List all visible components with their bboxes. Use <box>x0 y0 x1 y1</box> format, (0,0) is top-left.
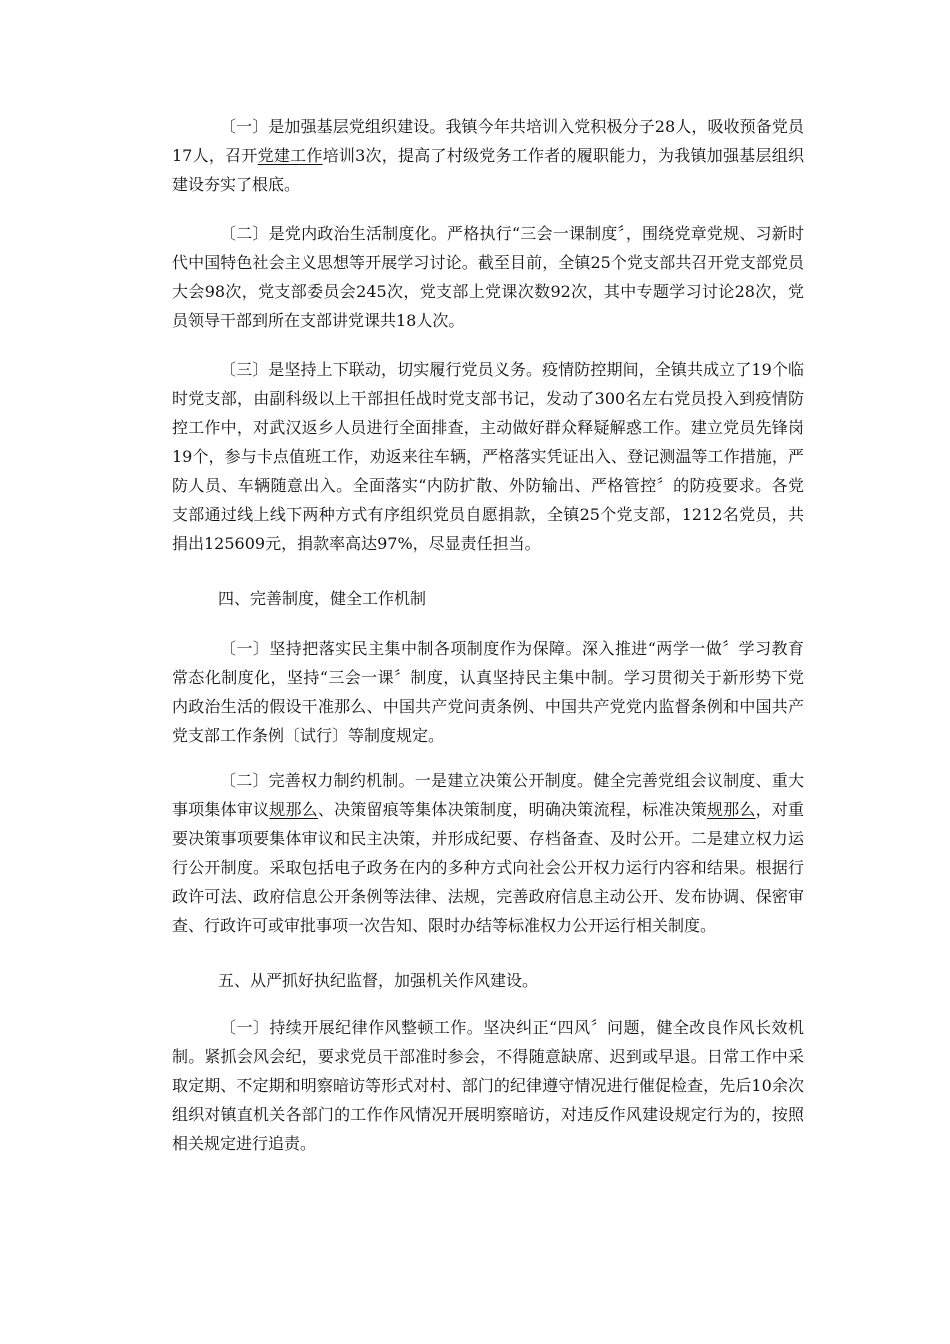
paragraph-5-text-a: 〔二〕完善权力制约机制。一是建立决策公开制度。健全完善党组会议制度、重大事项集体审议 <box>172 771 804 819</box>
paragraph-2: 〔二〕是党内政治生活制度化。严格执行“三会一课制度〞，围绕党章党规、习新时代中国特色社会主义思想等开展学习讨论。截至目前，全镇25个党支部共召开党支部党员大会98次，党支部委员会245次，党支部上党课次数92次，其中专题学习讨论28次，党员领导干部到所在支部讲党课共18人次。 <box>172 224 804 330</box>
section-heading-4: 四、完善制度，健全工作机制 <box>218 589 427 608</box>
paragraph-5-text-b: 、决策留痕等集体决策制度，明确决策流程，标准决策 <box>317 800 707 819</box>
underlined-term-party-building: 党建工作 <box>257 146 323 165</box>
section-heading-5: 五、从严抓好执纪监督，加强机关作风建设。 <box>218 971 539 990</box>
underlined-term-rules-2: 规那么 <box>706 800 756 819</box>
paragraph-3: 〔三〕是坚持上下联动，切实履行党员义务。疫情防控期间，全镇共成立了19个临时党支部，由副科级以上干部担任战时党支部书记，发动了300名左右党员投入到疫情防控工作中，对武汉返乡人员进行全面排查，主动做好群众释疑解惑工作。建立党员先锋岗19个，参与卡点值班工作，劝返来往车辆，严格落实凭证出入、登记测温等工作措施，严防人员、车辆随意出入。全面落实“内防扩散、外防输出、严格管控〞的防疫要求。各党支部通过线上线下两种方式有序组织党员自愿捐款，全镇25个党支部，1212名党员，共捐出125609元，捐款率高达97%，尽显责任担当。 <box>172 360 804 553</box>
paragraph-4: 〔一〕坚持把落实民主集中制各项制度作为保障。深入推进“两学一做〞学习教育常态化制度化，坚持“三会一课〞制度，认真坚持民主集中制。学习贯彻关于新形势下党内政治生活的假设干准那么、中国共产党问责条例、中国共产党党内监督条例和中国共产党支部工作条例〔试行〕等制度规定。 <box>172 639 804 745</box>
paragraph-1-text-b: 培训3次，提高了村级党务工作者的履职能力，为我镇加强基层组织建设夯实了根底。 <box>172 146 804 194</box>
paragraph-6: 〔一〕持续开展纪律作风整顿工作。坚决纠正“四风〞问题，健全改良作风长效机制。紧抓会风会纪，要求党员干部准时参会，不得随意缺席、迟到或早退。日常工作中采取定期、不定期和明察暗访等形式对村、部门的纪律遵守情况进行催促检查，先后10余次组织对镇直机关各部门的工作作风情况开展明察暗访，对违反作风建设规定行为的，按照相关规定进行追责。 <box>172 1018 804 1153</box>
paragraph-1-text-a: 〔一〕是加强基层党组织建设。我镇今年共培训入党积极分子28人，吸收预备党员17人，召开 <box>172 117 804 165</box>
underlined-term-rules-1: 规那么 <box>269 800 318 819</box>
paragraph-1 <box>172 112 804 199</box>
paragraph-5-text-c: ，对重要决策事项要集体审议和民主决策，并形成纪要、存档备查、及时公开。二是建立权力运行公开制度。采取包括电子政务在内的多种方式向社会公开权力运行内容和结果。根据行政许可法、政府信息公开条例等法律、法规，完善政府信息主动公开、发布协调、保密审查、行政许可或审批事项一次告知、限时办结等标准权力公开运行相关制度。 <box>172 800 804 935</box>
paragraph-5 <box>172 766 804 940</box>
